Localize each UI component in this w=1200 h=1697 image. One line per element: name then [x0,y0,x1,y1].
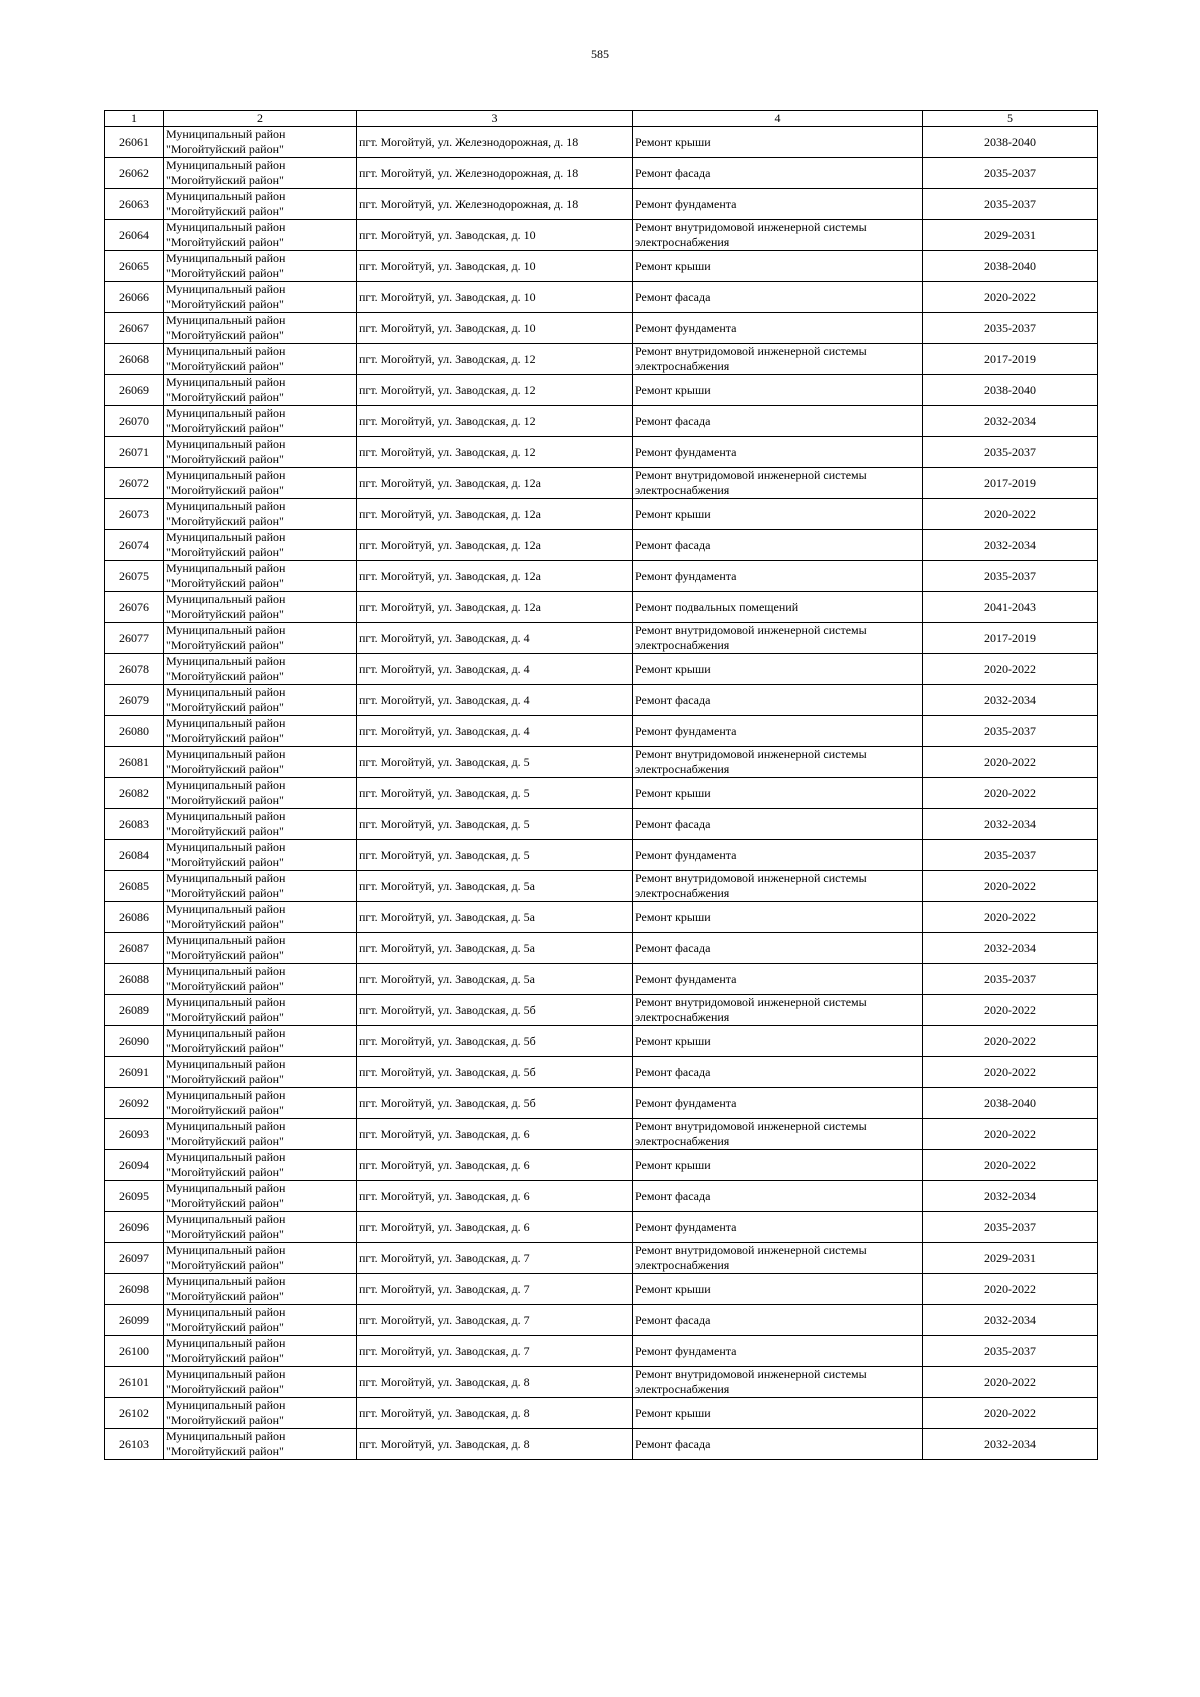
address-cell: пгт. Могойтуй, ул. Заводская, д. 12а [357,468,633,499]
table-row [105,437,1098,468]
table-row [105,1367,1098,1398]
address-cell: пгт. Могойтуй, ул. Заводская, д. 6 [357,1181,633,1212]
work-type-cell: Ремонт фасада [633,406,923,437]
row-id: 26095 [105,1181,164,1212]
period-cell: 2035-2037 [923,437,1098,468]
table-row [105,375,1098,406]
district-cell: Муниципальный район "Могойтуйский район" [164,1367,357,1398]
district-cell: Муниципальный район "Могойтуйский район" [164,1274,357,1305]
table-row [105,685,1098,716]
district-cell: Муниципальный район "Могойтуйский район" [164,871,357,902]
work-type-cell: Ремонт фундамента [633,189,923,220]
work-type-cell: Ремонт фундамента [633,964,923,995]
period-cell: 2020-2022 [923,1398,1098,1429]
district-cell: Муниципальный район "Могойтуйский район" [164,189,357,220]
table-row [105,530,1098,561]
district-cell: Муниципальный район "Могойтуйский район" [164,592,357,623]
work-type-cell: Ремонт крыши [633,251,923,282]
address-cell: пгт. Могойтуй, ул. Заводская, д. 5б [357,1088,633,1119]
work-type-cell: Ремонт внутридомовой инженерной системы электроснабжения [633,871,923,902]
row-id: 26082 [105,778,164,809]
table-row [105,561,1098,592]
district-cell: Муниципальный район "Могойтуйский район" [164,282,357,313]
district-cell: Муниципальный район "Могойтуйский район" [164,1057,357,1088]
address-cell: пгт. Могойтуй, ул. Заводская, д. 5б [357,1057,633,1088]
address-cell: пгт. Могойтуй, ул. Заводская, д. 5а [357,933,633,964]
address-cell: пгт. Могойтуй, ул. Заводская, д. 4 [357,623,633,654]
address-cell: пгт. Могойтуй, ул. Заводская, д. 7 [357,1336,633,1367]
address-cell: пгт. Могойтуй, ул. Заводская, д. 5 [357,778,633,809]
address-cell: пгт. Могойтуй, ул. Заводская, д. 6 [357,1212,633,1243]
column-number: 5 [923,111,1098,127]
row-id: 26091 [105,1057,164,1088]
table-row [105,1150,1098,1181]
address-cell: пгт. Могойтуй, ул. Заводская, д. 7 [357,1243,633,1274]
address-cell: пгт. Могойтуй, ул. Заводская, д. 4 [357,654,633,685]
row-id: 26061 [105,127,164,158]
row-id: 26062 [105,158,164,189]
district-cell: Муниципальный район "Могойтуйский район" [164,1212,357,1243]
period-cell: 2029-2031 [923,220,1098,251]
table-row [105,468,1098,499]
period-cell: 2038-2040 [923,1088,1098,1119]
address-cell: пгт. Могойтуй, ул. Заводская, д. 8 [357,1429,633,1460]
table-row [105,1398,1098,1429]
table-row [105,1336,1098,1367]
address-cell: пгт. Могойтуй, ул. Заводская, д. 12 [357,406,633,437]
address-cell: пгт. Могойтуй, ул. Заводская, д. 12 [357,375,633,406]
table-row [105,158,1098,189]
period-cell: 2035-2037 [923,964,1098,995]
table-row [105,902,1098,933]
address-cell: пгт. Могойтуй, ул. Заводская, д. 5б [357,1026,633,1057]
table-row [105,716,1098,747]
address-cell: пгт. Могойтуй, ул. Заводская, д. 10 [357,313,633,344]
period-cell: 2032-2034 [923,809,1098,840]
work-type-cell: Ремонт фасада [633,1181,923,1212]
district-cell: Муниципальный район "Могойтуйский район" [164,964,357,995]
work-type-cell: Ремонт внутридомовой инженерной системы электроснабжения [633,747,923,778]
row-id: 26069 [105,375,164,406]
district-cell: Муниципальный район "Могойтуйский район" [164,933,357,964]
work-type-cell: Ремонт внутридомовой инженерной системы электроснабжения [633,1243,923,1274]
table-row [105,995,1098,1026]
row-id: 26097 [105,1243,164,1274]
work-type-cell: Ремонт крыши [633,778,923,809]
period-cell: 2032-2034 [923,1429,1098,1460]
row-id: 26075 [105,561,164,592]
district-cell: Муниципальный район "Могойтуйский район" [164,1181,357,1212]
row-id: 26087 [105,933,164,964]
period-cell: 2020-2022 [923,1150,1098,1181]
row-id: 26083 [105,809,164,840]
row-id: 26070 [105,406,164,437]
row-id: 26088 [105,964,164,995]
district-cell: Муниципальный район "Могойтуйский район" [164,1429,357,1460]
district-cell: Муниципальный район "Могойтуйский район" [164,685,357,716]
table-row [105,964,1098,995]
period-cell: 2017-2019 [923,623,1098,654]
district-cell: Муниципальный район "Могойтуйский район" [164,1150,357,1181]
work-type-cell: Ремонт крыши [633,1274,923,1305]
column-number: 2 [164,111,357,127]
table-row [105,406,1098,437]
address-cell: пгт. Могойтуй, ул. Заводская, д. 6 [357,1119,633,1150]
table-row [105,220,1098,251]
table-row [105,1026,1098,1057]
row-id: 26065 [105,251,164,282]
district-cell: Муниципальный район "Могойтуйский район" [164,747,357,778]
district-cell: Муниципальный район "Могойтуйский район" [164,902,357,933]
district-cell: Муниципальный район "Могойтуйский район" [164,468,357,499]
work-type-cell: Ремонт фундамента [633,840,923,871]
row-id: 26073 [105,499,164,530]
address-cell: пгт. Могойтуй, ул. Заводская, д. 4 [357,685,633,716]
work-type-cell: Ремонт внутридомовой инженерной системы электроснабжения [633,220,923,251]
work-type-cell: Ремонт крыши [633,1026,923,1057]
district-cell: Муниципальный район "Могойтуйский район" [164,995,357,1026]
address-cell: пгт. Могойтуй, ул. Заводская, д. 5а [357,964,633,995]
district-cell: Муниципальный район "Могойтуйский район" [164,654,357,685]
work-type-cell: Ремонт фундамента [633,561,923,592]
table-row [105,499,1098,530]
row-id: 26066 [105,282,164,313]
period-cell: 2017-2019 [923,468,1098,499]
row-id: 26068 [105,344,164,375]
address-cell: пгт. Могойтуй, ул. Железнодорожная, д. 18 [357,127,633,158]
row-id: 26100 [105,1336,164,1367]
address-cell: пгт. Могойтуй, ул. Заводская, д. 4 [357,716,633,747]
address-cell: пгт. Могойтуй, ул. Заводская, д. 10 [357,251,633,282]
table-row [105,127,1098,158]
district-cell: Муниципальный район "Могойтуйский район" [164,1336,357,1367]
period-cell: 2038-2040 [923,127,1098,158]
work-type-cell: Ремонт фундамента [633,1088,923,1119]
period-cell: 2020-2022 [923,654,1098,685]
district-cell: Муниципальный район "Могойтуйский район" [164,840,357,871]
table-row [105,1212,1098,1243]
table-row [105,251,1098,282]
district-cell: Муниципальный район "Могойтуйский район" [164,158,357,189]
table-row [105,1181,1098,1212]
table-row [105,654,1098,685]
district-cell: Муниципальный район "Могойтуйский район" [164,375,357,406]
work-type-cell: Ремонт внутридомовой инженерной системы электроснабжения [633,344,923,375]
address-cell: пгт. Могойтуй, ул. Заводская, д. 12а [357,561,633,592]
row-id: 26102 [105,1398,164,1429]
district-cell: Муниципальный район "Могойтуйский район" [164,778,357,809]
district-cell: Муниципальный район "Могойтуйский район" [164,127,357,158]
period-cell: 2035-2037 [923,561,1098,592]
work-type-cell: Ремонт фасада [633,809,923,840]
table-row [105,809,1098,840]
period-cell: 2035-2037 [923,716,1098,747]
period-cell: 2020-2022 [923,1057,1098,1088]
table-row [105,1243,1098,1274]
address-cell: пгт. Могойтуй, ул. Заводская, д. 7 [357,1305,633,1336]
work-type-cell: Ремонт фасада [633,685,923,716]
district-cell: Муниципальный район "Могойтуйский район" [164,1088,357,1119]
row-id: 26099 [105,1305,164,1336]
row-id: 26085 [105,871,164,902]
row-id: 26067 [105,313,164,344]
period-cell: 2020-2022 [923,871,1098,902]
district-cell: Муниципальный район "Могойтуйский район" [164,623,357,654]
work-type-cell: Ремонт фасада [633,1305,923,1336]
period-cell: 2020-2022 [923,1274,1098,1305]
work-type-cell: Ремонт внутридомовой инженерной системы электроснабжения [633,995,923,1026]
address-cell: пгт. Могойтуй, ул. Заводская, д. 6 [357,1150,633,1181]
column-number: 1 [105,111,164,127]
address-cell: пгт. Могойтуй, ул. Заводская, д. 12а [357,530,633,561]
district-cell: Муниципальный район "Могойтуйский район" [164,1305,357,1336]
period-cell: 2035-2037 [923,840,1098,871]
work-type-cell: Ремонт крыши [633,375,923,406]
work-type-cell: Ремонт фундамента [633,437,923,468]
period-cell: 2032-2034 [923,406,1098,437]
table-row [105,344,1098,375]
row-id: 26096 [105,1212,164,1243]
work-type-cell: Ремонт фасада [633,530,923,561]
work-type-cell: Ремонт фасада [633,282,923,313]
row-id: 26064 [105,220,164,251]
table-row [105,189,1098,220]
table-row [105,1057,1098,1088]
period-cell: 2020-2022 [923,1119,1098,1150]
row-id: 26092 [105,1088,164,1119]
district-cell: Муниципальный район "Могойтуйский район" [164,530,357,561]
district-cell: Муниципальный район "Могойтуйский район" [164,344,357,375]
row-id: 26063 [105,189,164,220]
row-id: 26081 [105,747,164,778]
period-cell: 2035-2037 [923,158,1098,189]
period-cell: 2038-2040 [923,375,1098,406]
period-cell: 2020-2022 [923,995,1098,1026]
period-cell: 2035-2037 [923,1212,1098,1243]
district-cell: Муниципальный район "Могойтуйский район" [164,561,357,592]
address-cell: пгт. Могойтуй, ул. Железнодорожная, д. 18 [357,189,633,220]
row-id: 26103 [105,1429,164,1460]
address-cell: пгт. Могойтуй, ул. Заводская, д. 8 [357,1367,633,1398]
work-type-cell: Ремонт крыши [633,902,923,933]
column-number: 4 [633,111,923,127]
period-cell: 2035-2037 [923,313,1098,344]
address-cell: пгт. Могойтуй, ул. Заводская, д. 7 [357,1274,633,1305]
address-cell: пгт. Могойтуй, ул. Заводская, д. 10 [357,220,633,251]
district-cell: Муниципальный район "Могойтуйский район" [164,1026,357,1057]
address-cell: пгт. Могойтуй, ул. Заводская, д. 10 [357,282,633,313]
row-id: 26098 [105,1274,164,1305]
table-row [105,313,1098,344]
work-type-cell: Ремонт внутридомовой инженерной системы электроснабжения [633,468,923,499]
page-number: 585 [591,47,609,61]
district-cell: Муниципальный район "Могойтуйский район" [164,406,357,437]
period-cell: 2035-2037 [923,189,1098,220]
table-row [105,871,1098,902]
work-type-cell: Ремонт фундамента [633,1212,923,1243]
row-id: 26078 [105,654,164,685]
district-cell: Муниципальный район "Могойтуйский район" [164,437,357,468]
table-row [105,282,1098,313]
table-row [105,592,1098,623]
row-id: 26079 [105,685,164,716]
address-cell: пгт. Могойтуй, ул. Заводская, д. 5 [357,840,633,871]
work-type-cell: Ремонт внутридомовой инженерной системы электроснабжения [633,1119,923,1150]
period-cell: 2032-2034 [923,530,1098,561]
table-row [105,747,1098,778]
work-type-cell: Ремонт фасада [633,933,923,964]
district-cell: Муниципальный район "Могойтуйский район" [164,220,357,251]
work-type-cell: Ремонт крыши [633,127,923,158]
row-id: 26101 [105,1367,164,1398]
column-number: 3 [357,111,633,127]
district-cell: Муниципальный район "Могойтуйский район" [164,499,357,530]
address-cell: пгт. Могойтуй, ул. Заводская, д. 5а [357,902,633,933]
row-id: 26090 [105,1026,164,1057]
period-cell: 2020-2022 [923,747,1098,778]
district-cell: Муниципальный район "Могойтуйский район" [164,251,357,282]
period-cell: 2020-2022 [923,1026,1098,1057]
table-row [105,1119,1098,1150]
period-cell: 2035-2037 [923,1336,1098,1367]
work-type-cell: Ремонт фасада [633,158,923,189]
table-row [105,1088,1098,1119]
period-cell: 2020-2022 [923,1367,1098,1398]
address-cell: пгт. Могойтуй, ул. Заводская, д. 12 [357,344,633,375]
district-cell: Муниципальный район "Могойтуйский район" [164,809,357,840]
period-cell: 2032-2034 [923,685,1098,716]
period-cell: 2020-2022 [923,282,1098,313]
address-cell: пгт. Могойтуй, ул. Заводская, д. 5б [357,995,633,1026]
address-cell: пгт. Могойтуй, ул. Железнодорожная, д. 18 [357,158,633,189]
work-type-cell: Ремонт крыши [633,1150,923,1181]
address-cell: пгт. Могойтуй, ул. Заводская, д. 12а [357,499,633,530]
row-id: 26089 [105,995,164,1026]
work-type-cell: Ремонт фундамента [633,313,923,344]
work-type-cell: Ремонт крыши [633,1398,923,1429]
table-row [105,840,1098,871]
period-cell: 2038-2040 [923,251,1098,282]
district-cell: Муниципальный район "Могойтуйский район" [164,716,357,747]
row-id: 26077 [105,623,164,654]
district-cell: Муниципальный район "Могойтуйский район" [164,1243,357,1274]
row-id: 26086 [105,902,164,933]
column-number-row [105,111,1098,127]
period-cell: 2020-2022 [923,778,1098,809]
period-cell: 2020-2022 [923,499,1098,530]
table-row [105,623,1098,654]
period-cell: 2041-2043 [923,592,1098,623]
table-row [105,1274,1098,1305]
address-cell: пгт. Могойтуй, ул. Заводская, д. 5 [357,809,633,840]
table-row [105,778,1098,809]
registry-table [104,110,1098,1460]
table-row [105,1305,1098,1336]
work-type-cell: Ремонт крыши [633,499,923,530]
work-type-cell: Ремонт фасада [633,1429,923,1460]
row-id: 26094 [105,1150,164,1181]
row-id: 26076 [105,592,164,623]
table-row [105,933,1098,964]
period-cell: 2032-2034 [923,1181,1098,1212]
work-type-cell: Ремонт фундамента [633,1336,923,1367]
address-cell: пгт. Могойтуй, ул. Заводская, д. 8 [357,1398,633,1429]
row-id: 26084 [105,840,164,871]
row-id: 26074 [105,530,164,561]
row-id: 26080 [105,716,164,747]
work-type-cell: Ремонт внутридомовой инженерной системы электроснабжения [633,1367,923,1398]
district-cell: Муниципальный район "Могойтуйский район" [164,1398,357,1429]
work-type-cell: Ремонт фундамента [633,716,923,747]
period-cell: 2020-2022 [923,902,1098,933]
row-id: 26072 [105,468,164,499]
work-type-cell: Ремонт внутридомовой инженерной системы электроснабжения [633,623,923,654]
period-cell: 2032-2034 [923,933,1098,964]
district-cell: Муниципальный район "Могойтуйский район" [164,1119,357,1150]
period-cell: 2017-2019 [923,344,1098,375]
period-cell: 2029-2031 [923,1243,1098,1274]
address-cell: пгт. Могойтуй, ул. Заводская, д. 5 [357,747,633,778]
address-cell: пгт. Могойтуй, ул. Заводская, д. 5а [357,871,633,902]
row-id: 26093 [105,1119,164,1150]
address-cell: пгт. Могойтуй, ул. Заводская, д. 12 [357,437,633,468]
table-row [105,1429,1098,1460]
work-type-cell: Ремонт подвальных помещений [633,592,923,623]
work-type-cell: Ремонт крыши [633,654,923,685]
row-id: 26071 [105,437,164,468]
address-cell: пгт. Могойтуй, ул. Заводская, д. 12а [357,592,633,623]
period-cell: 2032-2034 [923,1305,1098,1336]
work-type-cell: Ремонт фасада [633,1057,923,1088]
district-cell: Муниципальный район "Могойтуйский район" [164,313,357,344]
